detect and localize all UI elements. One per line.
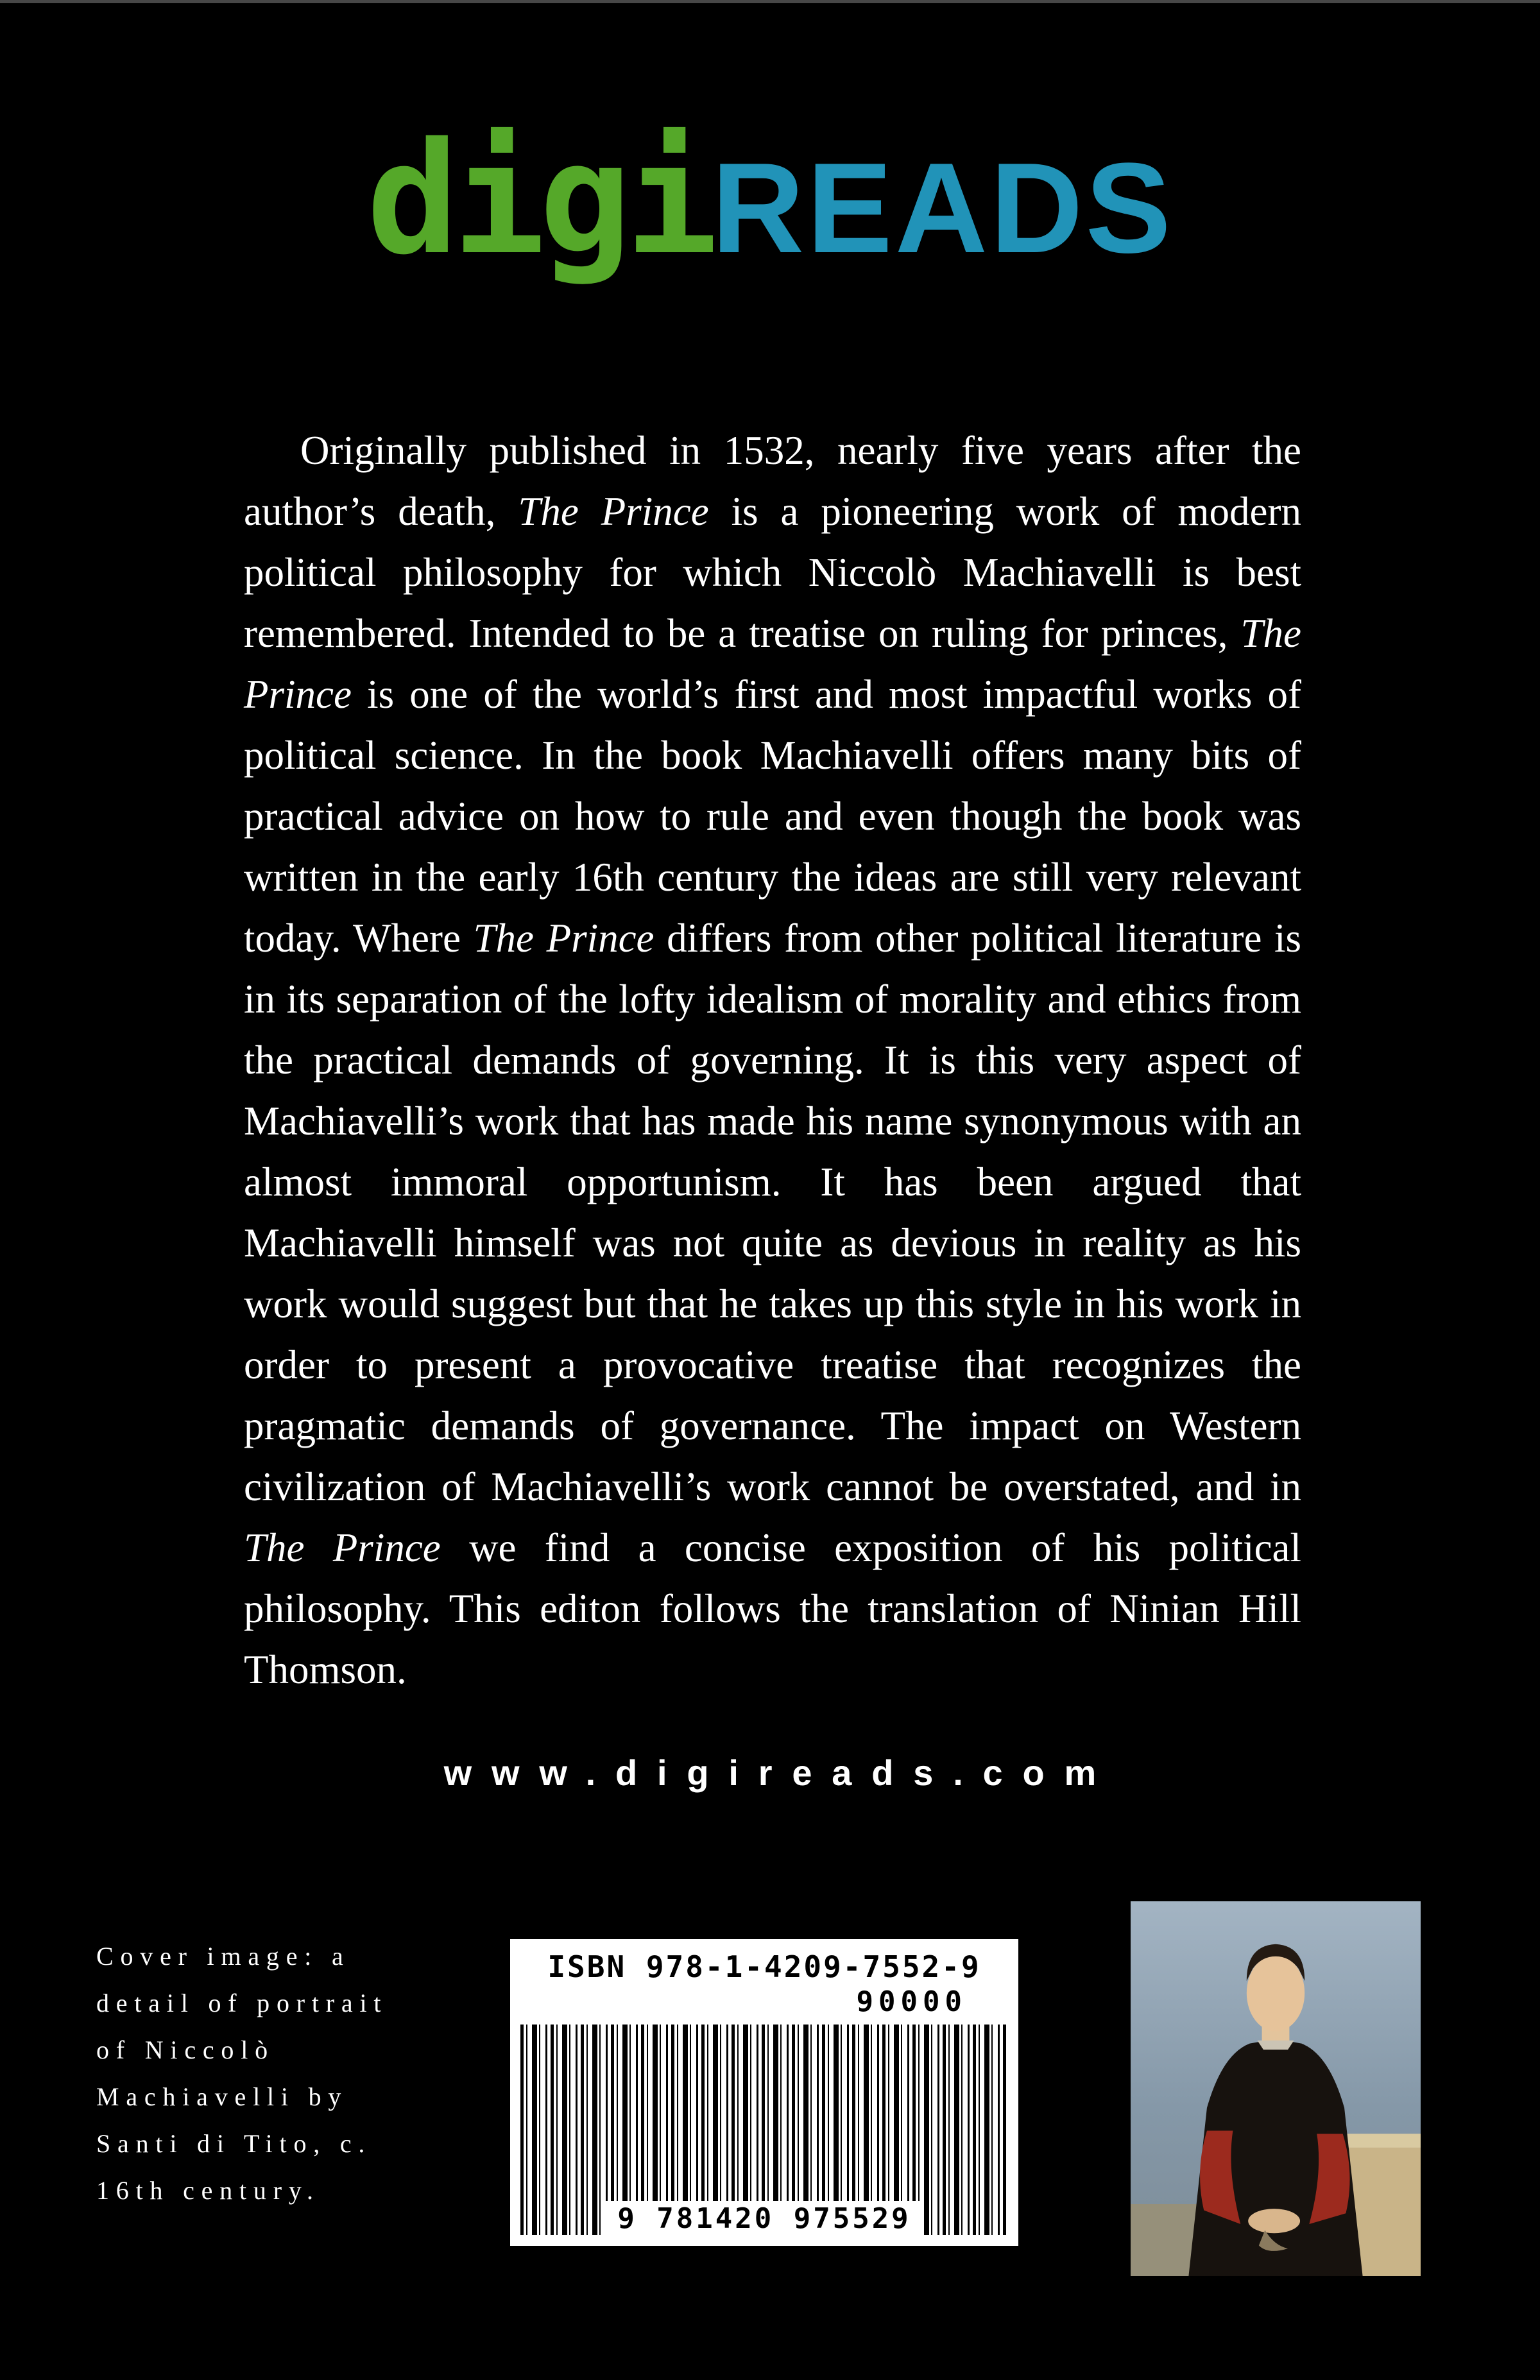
scan-edge-artifact: [0, 0, 1540, 3]
credit-line: Machiavelli by: [96, 2082, 348, 2111]
credit-line: detail of portrait: [96, 1989, 388, 2017]
isbn-barcode-block: [510, 1939, 1018, 2246]
barcode-bars: [520, 2025, 1008, 2235]
credit-line: Cover image: a: [96, 1942, 350, 1971]
portrait-collar: [1257, 2041, 1294, 2050]
credit-line: Santi di Tito, c.: [96, 2129, 372, 2158]
machiavelli-portrait-art: [1131, 1901, 1421, 2276]
isbn-label: ISBN 978-1-4209-7552-9: [547, 1949, 981, 1984]
barcode-digits: 9 781420 975529: [604, 2201, 923, 2235]
book-description-paragraph: Originally published in 1532, nearly five years after the author’s death, The Prince is a pioneering work of modern political philosophy for which Niccolò Machiavelli is best remembered. Intended to be a treatise on ruling for princes, The Prince is one of the world’s first and most impactful works of political science. In the book Machiavelli offers many bits of practical advice on how to rule and even though the book was written in the early 16th century the ideas are still very relevant today. Where The Prince differs from other political literature is in its separation of the lofty idealism of morality and ethics from the practical demands of governing. It is this very aspect of Machiavelli’s work that has made his name synonymous with an almost immoral opportunism. It has been argued that Machiavelli himself was not quite as devious in reality as his work would suggest but that he takes up this style in his work in order to present a provocative treatise that recognizes the pragmatic demands of governance. The impact on Western civilization of Machiavelli’s work cannot be overstated, and in The Prince we find a concise exposition of his political philosophy. This editon follows the translation of Ninian Hill Thomson.: [244, 428, 1302, 1692]
portrait-head: [1247, 1955, 1305, 2031]
portrait-hands: [1248, 2209, 1300, 2233]
barcode-addon-code: 90000: [856, 1985, 967, 2018]
machiavelli-portrait: [1131, 1901, 1421, 2276]
logo-reads-text: READS: [711, 137, 1174, 280]
publisher-website-text: www.digireads.com: [443, 1752, 1116, 1793]
cover-image-credit: [96, 1933, 456, 2214]
logo-digi-text: digi: [366, 109, 712, 289]
digireads-logo: [0, 109, 1540, 289]
credit-line: 16th century.: [96, 2176, 320, 2205]
credit-line: of Niccolò: [96, 2035, 275, 2064]
